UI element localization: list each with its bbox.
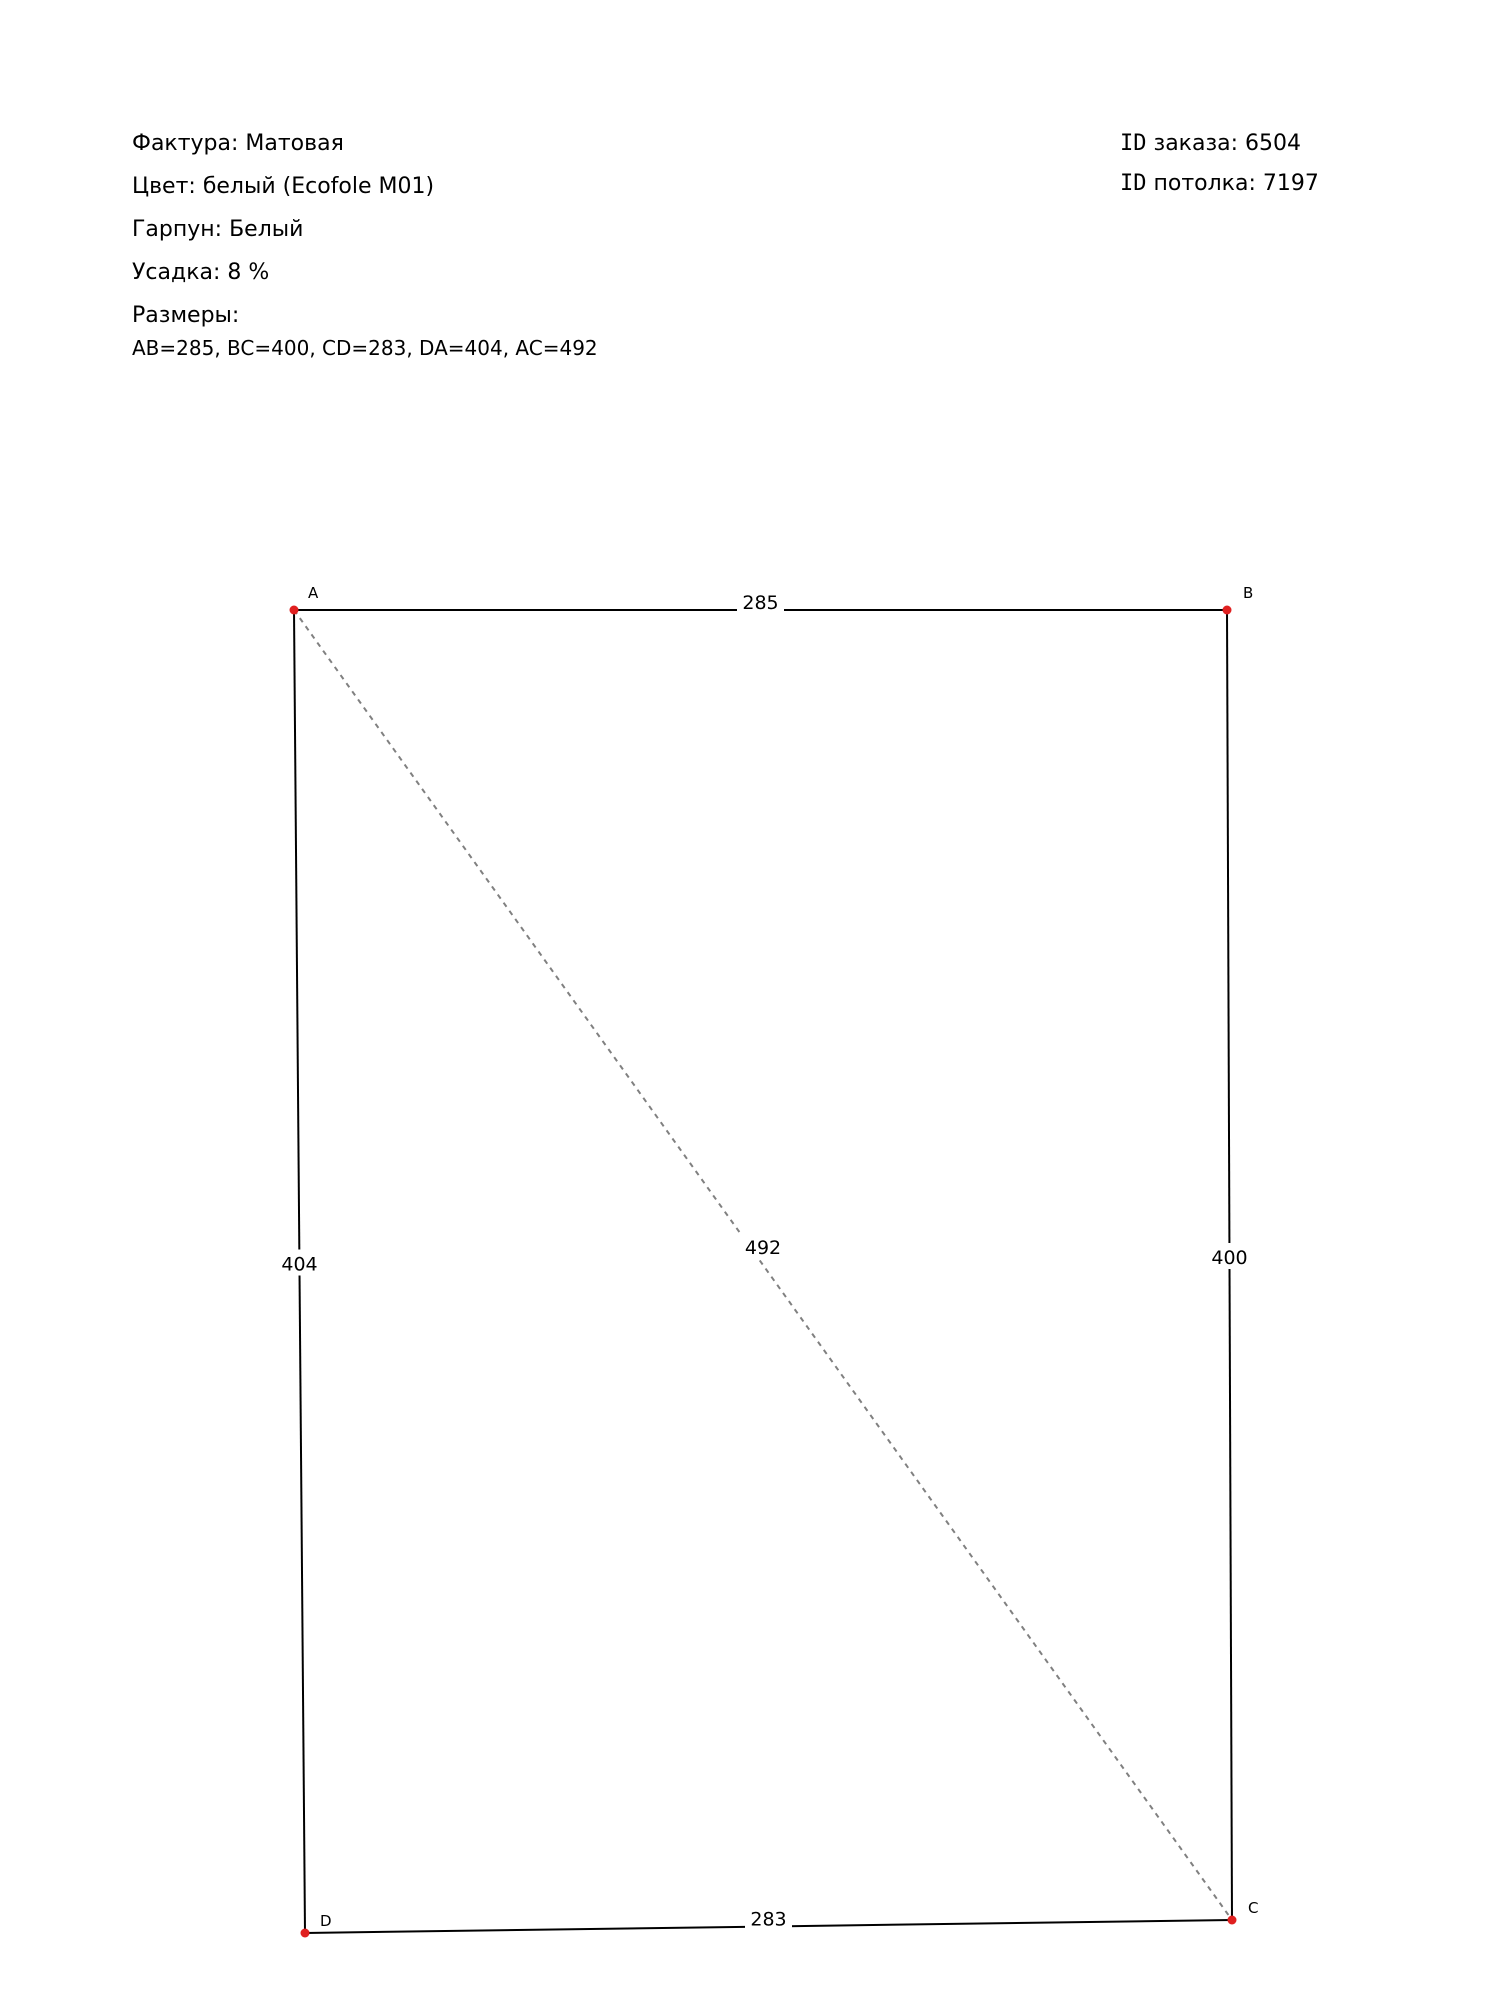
ceiling-id-label: потолка: (1153, 171, 1256, 196)
vertex-label-B: B (1243, 584, 1254, 602)
shrink-label: Усадка: (132, 260, 221, 285)
order-id-value: 6504 (1245, 131, 1302, 156)
sizes-value: AB=285, BC=400, CD=283, DA=404, AC=492 (132, 336, 598, 360)
vertex-B (1223, 606, 1232, 615)
vertices-layer (290, 584, 1259, 1938)
diagonal-AC (294, 610, 1232, 1920)
ceiling-id-prefix: ID (1120, 171, 1147, 196)
vertex-label-A: A (308, 584, 319, 602)
color-value: белый (Ecofole M01) (202, 174, 435, 199)
diagonals-layer (294, 610, 1232, 1920)
vertex-label-C: C (1248, 1899, 1259, 1917)
diagonal-length-AC: 492 (744, 1237, 782, 1259)
edge-length-BC: 400 (1211, 1247, 1248, 1269)
shrink-value: 8 % (227, 260, 270, 285)
texture-label: Фактура: (132, 131, 239, 156)
vertex-A (290, 606, 299, 615)
harpoon-label: Гарпун: (132, 217, 223, 242)
vertex-D (301, 1929, 310, 1938)
order-id-label: заказа: (1153, 131, 1239, 156)
edge-length-AB: 285 (742, 592, 779, 614)
harpoon-value: Белый (229, 217, 304, 242)
vertex-label-D: D (320, 1912, 332, 1930)
edges-layer (294, 610, 1232, 1933)
order-id-prefix: ID (1120, 131, 1147, 156)
ceiling-id-value: 7197 (1262, 171, 1319, 196)
color-label: Цвет: (132, 174, 196, 199)
vertex-C (1228, 1916, 1237, 1925)
edge-length-DA: 404 (281, 1253, 318, 1276)
sizes-label: Размеры: (132, 303, 240, 328)
texture-value: Матовая (245, 131, 344, 156)
edge-length-CD: 283 (750, 1908, 787, 1931)
